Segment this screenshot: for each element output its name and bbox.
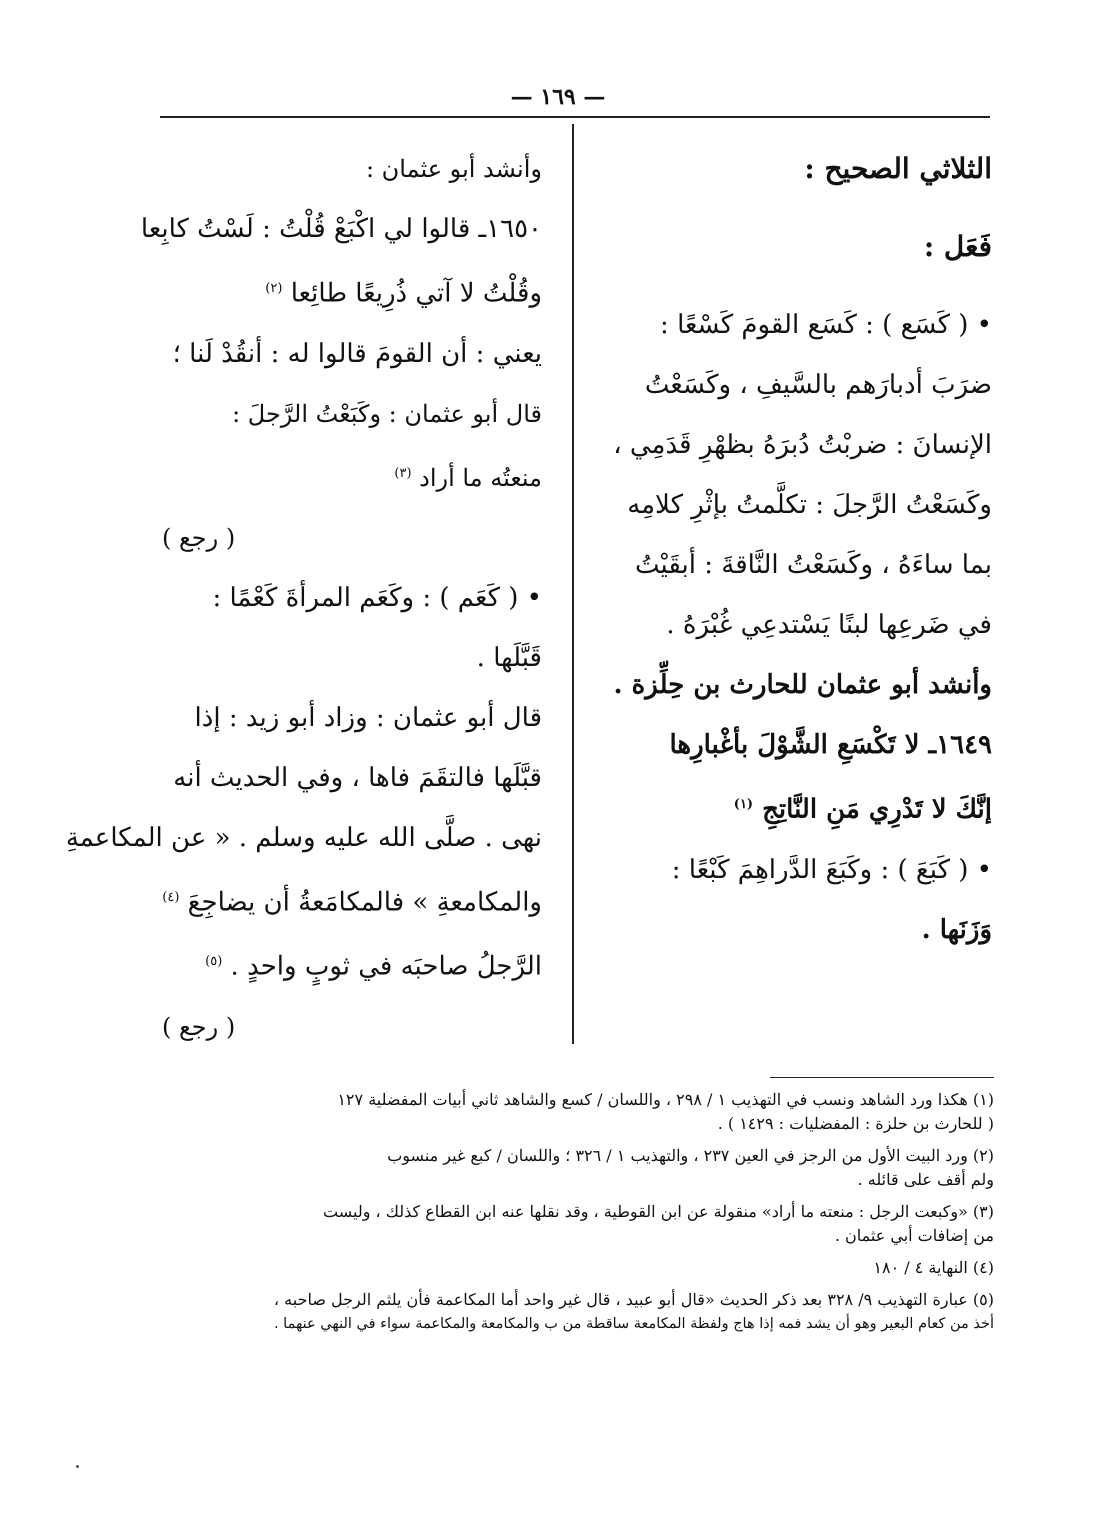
text-line [162, 455, 542, 497]
scan-speck [76, 1465, 79, 1468]
poem-attribution: وأنشد أبو عثمان للحارث بن حِلِّزة . [613, 670, 992, 700]
footnote-text: من إضافات أبي عثمان . [834, 1226, 994, 1245]
text-line: نهى . صلَّى الله عليه وسلم . « عن المكاعمةِ [65, 822, 542, 853]
verse-text: وقُلْتُ لا آتي ذُرِيعًا طائِعا [290, 278, 542, 309]
footnote-text: (٥) عبارة التهذيب ٩/ ٣٢٨ بعد ذكر الحديث «قال أبو عبيد ، قال غير واحد أما المكاعمة فأن يلثم الرجل صاحبه ، [273, 1290, 994, 1309]
footnotes [172, 1088, 994, 1344]
poem-attribution: وأنشد أبو عثمان : [365, 155, 542, 183]
text-line: ضرَبَ أدبارَهم بالسَّيفِ ، وكَسَعْتُ [644, 370, 992, 400]
entry-kabaa: • ( كَبَعَ ) : وكَبَعَ الدَّراهِمَ كَبْعًا : [671, 854, 992, 885]
footnote-rule [770, 1077, 994, 1078]
verse-1649: ١٦٤٩ـ لا تَكْسَعِ الشَّوْلَ بأغْبارِها [669, 730, 992, 760]
text-fragment: الرَّجلُ صاحبَه في ثوبٍ واحدٍ . [230, 951, 542, 982]
footnote-mark: (١) [733, 797, 754, 812]
right-column [600, 150, 992, 971]
footnote-text: ولم أقف على قائله . [857, 1170, 994, 1189]
footnote-text: (٤) النهاية ٤ / ١٨٠ [873, 1258, 994, 1277]
footnote-mark: (٥) [205, 954, 223, 970]
section-heading: الثلاثي الصحيح : [804, 152, 992, 185]
verse-1650: ١٦٥٠ـ قالوا لي اكْبَعْ قُلْتُ : لَسْتُ كابِعا [140, 214, 542, 244]
text-line: يعني : أن القومَ قالوا له : أنقُدْ لَنا ؛ [172, 338, 542, 369]
text-line: بما ساءَهُ ، وكَسَعْتُ النَّاقةَ : أبقَيْتُ [635, 550, 992, 580]
text-line: في ضَرعِها لبنًا يَسْتدعِي غُبْرَهُ . [666, 610, 992, 640]
text-line: قبَّلَها فالتقَمَ فاها ، وفي الحديث أنه [173, 762, 542, 793]
text-fragment: والمكامعةِ » فالمكامَعةُ أن يضاجِعَ [187, 887, 542, 918]
text-line: وكَسَعْتُ الرَّجلَ : تكلَّمتُ بإثْرِ كلامِه [627, 490, 992, 520]
text-fragment: منعتُه ما أراد [419, 463, 542, 492]
return-marker: ( رجع ) [162, 523, 236, 552]
text-line: الإنسانَ : ضربْتُ دُبرَهُ بظهْرِ قَدَمِي ، [613, 430, 992, 460]
text-line [162, 943, 542, 986]
text-line: وَزَنَها . [921, 914, 992, 945]
header-rule [160, 116, 990, 118]
pattern-heading: فَعَل : [923, 230, 992, 263]
footnote-mark: (٢) [265, 281, 283, 296]
footnote-mark: (٤) [162, 889, 180, 905]
footnote-text: ( للحارث بن حلزة : المفضليات : ١٤٢٩ ) . [717, 1114, 994, 1133]
footnote-4 [172, 1256, 994, 1280]
text-line: قال أبو عثمان : وكَبَعْتُ الرَّجلَ : [232, 399, 542, 428]
text-line [162, 879, 542, 922]
left-column [65, 150, 542, 1068]
return-marker: ( رجع ) [162, 1012, 236, 1041]
text-line: قَبَّلَها . [476, 642, 542, 673]
footnote-text: (٢) ورد البيت الأول من الرجز في العين ٢٣٧ ، والتهذيب ١ / ٣٢٦ ؛ واللسان / كبع غير منسوب [387, 1146, 994, 1165]
footnote-2 [172, 1144, 994, 1192]
footnote-text: (١) هكذا ورد الشاهد ونسب في التهذيب ١ / ٢٩٨ ، واللسان / كسع والشاهد ثاني أبيات المفضلية ١٢٧ [337, 1090, 994, 1109]
text-line: قال أبو عثمان : وزاد أبو زيد : إذا [194, 702, 542, 733]
footnote-1 [172, 1088, 994, 1136]
entry-kaama: • ( كَعَم ) : وكَعَم المرأةَ كَعْمًا : [212, 582, 542, 613]
verse-1649-second-half [600, 786, 992, 829]
footnote-text: أخذ من كعام البعير وهو أن يشد فمه إذا هاج ولفظة المكامعة ساقطة من ب والمكامعة والمكاعمة سواء في النهي عنهما . [273, 1316, 994, 1332]
footnote-5 [172, 1288, 994, 1336]
footnote-3 [172, 1200, 994, 1248]
page-number: — ١٦٩ — [510, 84, 606, 110]
column-divider [572, 124, 574, 1044]
verse-1650-second-half [162, 270, 542, 313]
verse-text: إنَّكَ لا تَدْرِي مَنِ النَّاتِجِ [762, 794, 992, 825]
entry-kasaa: • ( كَسَع ) : كَسَع القومَ كَسْعًا : [660, 310, 992, 340]
footnote-mark: (٣) [394, 465, 412, 481]
footnote-text: (٣) «وكبعت الرجل : منعته ما أراد» منقولة عن ابن القوطية ، وقد نقلها عنه ابن القطاع كذلك ، وليست [323, 1202, 994, 1221]
